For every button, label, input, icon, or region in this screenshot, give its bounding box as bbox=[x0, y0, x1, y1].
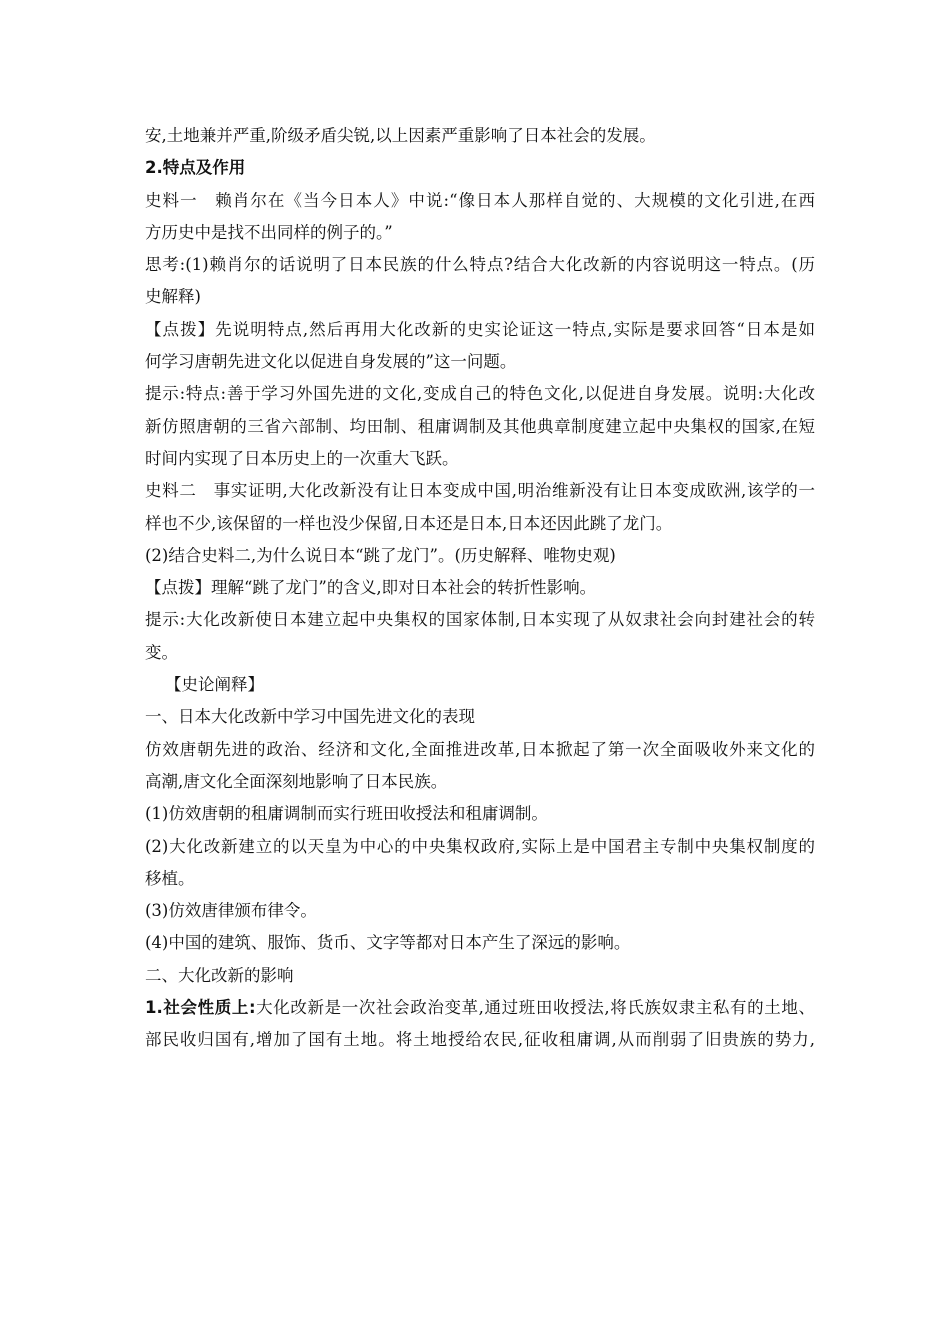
paragraph-line: 样也不少,该保留的一样也没少保留,日本还是日本,日本还因此跳了龙门。 bbox=[145, 513, 673, 533]
list-item: (3)仿效唐律颁布律令。 bbox=[145, 901, 317, 921]
section-heading: 2.特点及作用 bbox=[145, 158, 246, 178]
hint-line: 【点拨】先说明特点,然后再用大化改新的史实论证这一特点,实际是要求回答“日本是如 bbox=[145, 319, 815, 339]
answer-line: 时间内实现了日本历史上的一次重大飞跃。 bbox=[145, 448, 459, 468]
list-item: (2)大化改新建立的以天皇为中心的中央集权政府,实际上是中国君主专制中央集权制度的 bbox=[145, 836, 815, 856]
paragraph-line: 部民收归国有,增加了国有土地。将土地授给农民,征收租庸调,从而削弱了旧贵族的势力, bbox=[145, 1030, 815, 1050]
question-line: 思考:(1)赖肖尔的话说明了日本民族的什么特点?结合大化改新的内容说明这一特点。(历 bbox=[145, 255, 815, 275]
paragraph-line: 安,土地兼并严重,阶级矛盾尖锐,以上因素严重影响了日本社会的发展。 bbox=[145, 126, 656, 145]
subsection-title: 二、大化改新的影响 bbox=[145, 965, 294, 985]
paragraph-lead: 1.社会性质上: bbox=[145, 998, 256, 1018]
answer-line: 提示:特点:善于学习外国先进的文化,变成自己的特色文化,以促进自身发展。说明:大化改 bbox=[145, 384, 815, 404]
paragraph-line: 史料一 赖肖尔在《当今日本人》中说:“像日本人那样自觉的、大规模的文化引进,在西 bbox=[145, 190, 815, 210]
answer-line: 变。 bbox=[145, 642, 178, 662]
subsection-title: 一、日本大化改新中学习中国先进文化的表现 bbox=[145, 707, 475, 727]
answer-line: 新仿照唐朝的三省六部制、均田制、租庸调制及其他典章制度建立起中央集权的国家,在短 bbox=[145, 416, 815, 436]
paragraph-line: 方历史中是找不出同样的例子的。” bbox=[145, 222, 393, 242]
list-item: 移植。 bbox=[145, 868, 195, 888]
paragraph-line: 仿效唐朝先进的政治、经济和文化,全面推进改革,日本掀起了第一次全面吸收外来文化的 bbox=[145, 739, 815, 759]
hint-line: 【点拨】理解“跳了龙门”的含义,即对日本社会的转折性影响。 bbox=[145, 578, 597, 598]
paragraph-text: 大化改新是一次社会政治变革,通过班田收授法,将氏族奴隶主私有的土地、 bbox=[255, 998, 815, 1018]
section-title: 【史论阐释】 bbox=[165, 675, 264, 695]
paragraph-line bbox=[145, 992, 815, 1024]
list-item: (1)仿效唐朝的租庸调制而实行班田收授法和租庸调制。 bbox=[145, 804, 548, 824]
paragraph-line: 高潮,唐文化全面深刻地影响了日本民族。 bbox=[145, 771, 448, 791]
question-line: (2)结合史料二,为什么说日本“跳了龙门”。(历史解释、唯物史观) bbox=[145, 545, 616, 565]
paragraph-line: 史料二 事实证明,大化改新没有让日本变成中国,明治维新没有让日本变成欧洲,该学的一 bbox=[145, 481, 815, 501]
list-item: (4)中国的建筑、服饰、货币、文字等都对日本产生了深远的影响。 bbox=[145, 933, 631, 953]
hint-line: 何学习唐朝先进文化以促进自身发展的”这一问题。 bbox=[145, 352, 517, 372]
answer-line: 提示:大化改新使日本建立起中央集权的国家体制,日本实现了从奴隶社会向封建社会的转 bbox=[145, 610, 815, 630]
question-line: 史解释) bbox=[145, 287, 201, 307]
document-body bbox=[145, 120, 815, 1057]
